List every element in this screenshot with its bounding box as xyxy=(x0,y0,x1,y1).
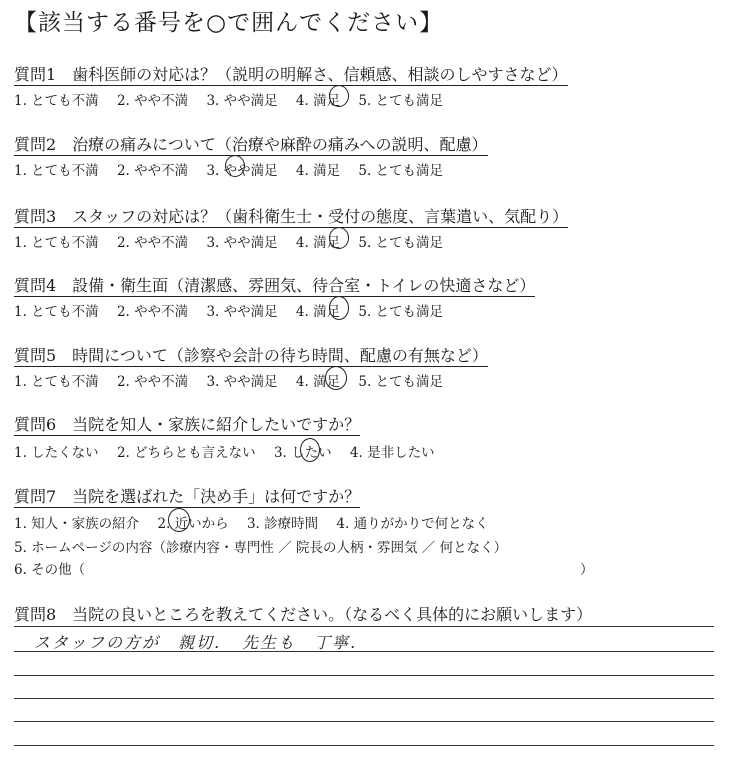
q2-option-3[interactable]: 3. やや満足 xyxy=(206,163,278,179)
q7-answer-circle xyxy=(168,508,190,532)
q1-option-5[interactable]: 5. とても満足 xyxy=(358,93,444,109)
q6-option-1[interactable]: 1. したくない xyxy=(14,445,99,461)
q7-option-1[interactable]: 1. 知人・家族の紹介 xyxy=(14,516,140,532)
question-3-options xyxy=(14,231,457,251)
answer-line-1 xyxy=(14,626,714,627)
handwritten-answer[interactable]: スタッフの方が 親切． 先生も 丁寧． xyxy=(34,633,369,652)
question-5 xyxy=(14,343,488,366)
answer-line-6 xyxy=(14,745,714,746)
answer-line-3 xyxy=(14,675,714,676)
q6-option-3[interactable]: 3. したい xyxy=(273,445,332,461)
q4-option-1[interactable]: 1. とても不満 xyxy=(14,304,99,320)
q3-option-3[interactable]: 3. やや満足 xyxy=(206,235,278,251)
q3-option-5[interactable]: 5. とても満足 xyxy=(358,235,444,251)
q5-option-1[interactable]: 1. とても不満 xyxy=(14,374,99,390)
q3-option-2[interactable]: 2. やや不満 xyxy=(116,235,189,251)
question-1 xyxy=(14,62,568,85)
q1-option-4[interactable]: 4. 満足 xyxy=(295,93,341,109)
q6-option-2[interactable]: 2. どちらとも言えない xyxy=(116,445,256,461)
q3-option-1[interactable]: 1. とても不満 xyxy=(14,235,99,251)
question-5-options xyxy=(14,370,457,390)
q4-option-4[interactable]: 4. 満足 xyxy=(295,304,341,320)
q1-option-3[interactable]: 3. やや満足 xyxy=(206,93,278,109)
question-2-label: 質問2 治療の痛みについて（治療や麻酔の痛みへの説明、配慮） xyxy=(14,135,488,154)
q7-option-2[interactable]: 2. 近いから xyxy=(157,516,229,532)
q5-option-5[interactable]: 5. とても満足 xyxy=(358,374,444,390)
q4-answer-circle xyxy=(329,296,349,320)
q4-option-3[interactable]: 3. やや満足 xyxy=(206,304,278,320)
q1-answer-circle xyxy=(329,85,349,107)
q3-answer-circle xyxy=(329,227,349,249)
question-1-label: 質問1 歯科医師の対応は？（説明の明解さ、信頼感、相談のしやすさなど） xyxy=(14,65,568,84)
q2-option-1[interactable]: 1. とても不満 xyxy=(14,163,99,179)
q2-option-4[interactable]: 4. 満足 xyxy=(295,163,341,179)
question-6-label: 質問6 当院を知人・家族に紹介したいですか？ xyxy=(14,415,361,434)
q7-option-3[interactable]: 3. 診療時間 xyxy=(246,516,319,532)
question-6-options xyxy=(14,441,449,461)
answer-line-4 xyxy=(14,698,714,699)
q2-answer-circle xyxy=(225,155,245,177)
question-7-label: 質問7 当院を選ばれた「決め手」は何ですか？ xyxy=(14,487,361,506)
q3-option-4[interactable]: 4. 満足 xyxy=(295,235,341,251)
question-7 xyxy=(14,484,360,507)
question-1-options xyxy=(14,89,457,109)
q5-option-4[interactable]: 4. 満足 xyxy=(295,374,341,390)
q5-option-2[interactable]: 2. やや不満 xyxy=(116,374,189,390)
q7-option-4[interactable]: 4. 通りがかりで何となく xyxy=(336,516,489,532)
q7-option-6[interactable]: 6. その他（ xyxy=(14,562,86,578)
question-8-label: 質問8 当院の良いところを教えてください。（なるべく具体的にお願いします） xyxy=(14,605,593,624)
q7-option-5[interactable]: 5. ホームページの内容（診療内容・専門性 ／ 院長の人柄・雰囲気 ／ 何となく） xyxy=(14,540,508,556)
q2-option-2[interactable]: 2. やや不満 xyxy=(116,163,189,179)
question-2 xyxy=(14,132,488,155)
question-4-label: 質問4 設備・衛生面（清潔感、雰囲気、待合室・トイレの快適さなど） xyxy=(14,276,536,295)
question-3-label: 質問3 スタッフの対応は？（歯科衛生士・受付の態度、言葉遣い、気配り） xyxy=(14,207,569,226)
question-6 xyxy=(14,412,360,435)
q7-option-6-close: ） xyxy=(580,562,594,578)
question-4 xyxy=(14,273,535,296)
q5-option-3[interactable]: 3. やや満足 xyxy=(206,374,278,390)
q1-option-1[interactable]: 1. とても不満 xyxy=(14,93,99,109)
q6-answer-circle xyxy=(300,438,320,462)
q2-option-5[interactable]: 5. とても満足 xyxy=(358,163,444,179)
question-5-label: 質問5 時間について（診察や会計の待ち時間、配慮の有無など） xyxy=(14,346,488,365)
q4-option-5[interactable]: 5. とても満足 xyxy=(358,304,444,320)
q4-option-2[interactable]: 2. やや不満 xyxy=(116,304,189,320)
question-7-options-line1 xyxy=(14,512,503,532)
answer-line-2 xyxy=(14,651,714,652)
page-title: 【該当する番号を○で囲んでください】 xyxy=(14,10,444,36)
q1-option-2[interactable]: 2. やや不満 xyxy=(116,93,189,109)
q5-answer-circle xyxy=(325,366,347,390)
question-3 xyxy=(14,204,568,227)
q6-option-4[interactable]: 4. 是非したい xyxy=(349,445,435,461)
answer-line-5 xyxy=(14,721,714,722)
question-4-options xyxy=(14,300,457,320)
